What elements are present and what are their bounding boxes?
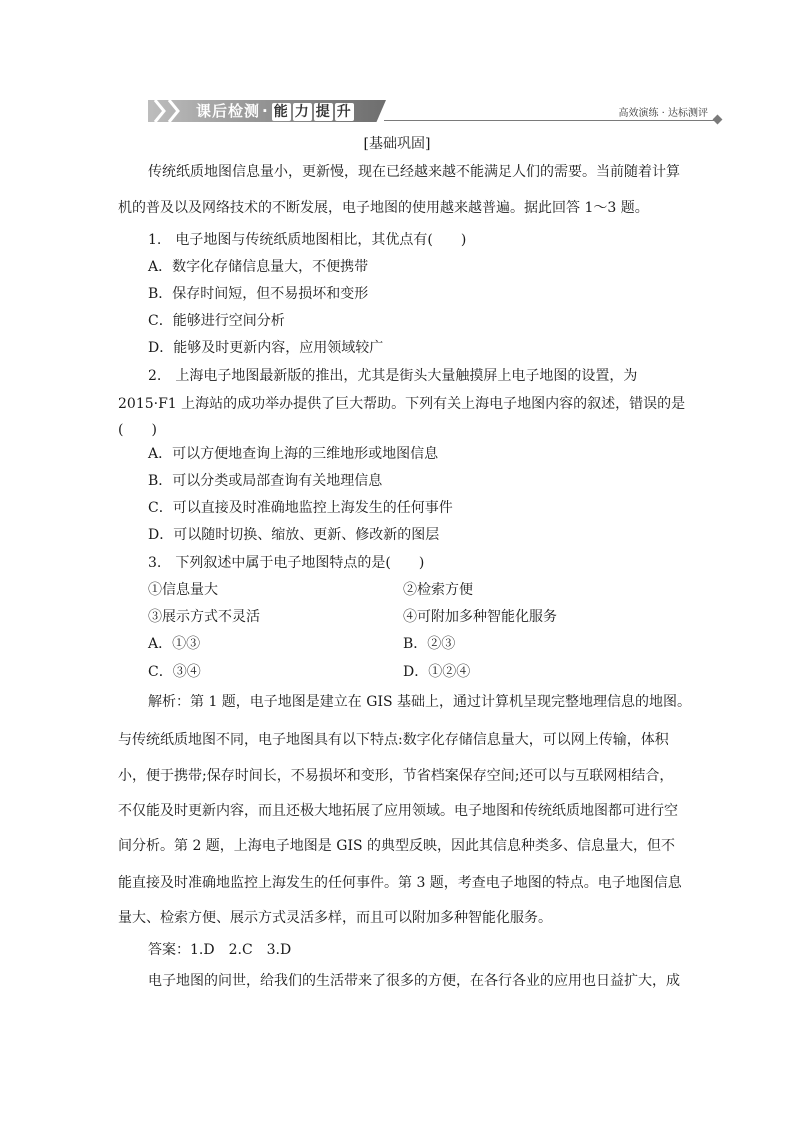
question-2-stem-line: ( ) xyxy=(118,422,157,438)
question-3-option: A．①③ xyxy=(148,636,201,652)
question-1-option: C．能够进行空间分析 xyxy=(148,313,285,329)
section-title: [基础巩固] xyxy=(363,136,431,152)
analysis-line: 与传统纸质地图不同，电子地图具有以下特点:数字化存储信息量大，可以网上传输，体积 xyxy=(118,732,669,748)
diamond-icon xyxy=(713,115,723,125)
next-paragraph-line: 电子地图的问世，给我们的生活带来了很多的方便，在各行各业的应用也日益扩大，成 xyxy=(148,973,680,989)
question-3-option: D．①②④ xyxy=(403,664,471,680)
question-1-option: B．保存时间短，但不易损坏和变形 xyxy=(148,286,369,302)
question-2-option: D．可以随时切换、缩放、更新、修改新的图层 xyxy=(148,527,440,543)
answer-line: 答案：1.D 2.C 3.D xyxy=(148,942,292,958)
banner-left-text: 课后检测 xyxy=(196,102,261,120)
question-2-stem-line: 2015·F1 上海站的成功举办提供了巨大帮助。下列有关上海电子地图内容的叙述，错误的是 xyxy=(118,396,686,412)
question-2-option: B．可以分类或局部查询有关地理信息 xyxy=(148,473,383,489)
analysis-line: 解析：第 1 题，电子地图是建立在 GIS 基础上，通过计算机呈现完整地理信息的地图。 xyxy=(148,694,692,710)
intro-line: 传统纸质地图信息量小，更新慢，现在已经越来越不能满足人们的需要。当前随着计算 xyxy=(148,164,680,180)
analysis-line: 量大、检索方便、展示方式灵活多样，而且可以附加多种智能化服务。 xyxy=(118,910,552,926)
question-3-item: ④可附加多种智能化服务 xyxy=(403,609,557,625)
question-1-option: D．能够及时更新内容，应用领域较广 xyxy=(148,340,384,356)
question-3-item: ①信息量大 xyxy=(148,582,218,598)
question-3-option: C．③④ xyxy=(148,664,201,680)
page-header xyxy=(148,98,722,124)
banner-boxed-char: 力 xyxy=(294,104,310,120)
analysis-line: 间分析。第 2 题，上海电子地图是 GIS 的典型反映，因此其信息种类多、信息量大，但不 xyxy=(118,838,676,854)
question-2-option: C．可以直接及时准确地监控上海发生的任何事件 xyxy=(148,500,453,516)
question-1-option: A．数字化存储信息量大，不便携带 xyxy=(148,259,369,275)
header-right-label: 高效演练 · 达标测评 xyxy=(618,108,708,119)
banner-separator: · xyxy=(262,102,269,120)
banner-boxed-char: 提 xyxy=(315,104,331,120)
header-rule xyxy=(384,120,718,121)
question-3-option: B．②③ xyxy=(403,636,456,652)
chevron-right-icon xyxy=(166,98,182,124)
question-3-stem: 3. 下列叙述中属于电子地图特点的是( ) xyxy=(148,555,425,571)
question-3-item: ③展示方式不灵活 xyxy=(148,609,260,625)
analysis-line: 能直接及时准确地监控上海发生的任何事件。第 3 题，考查电子地图的特点。电子地图信息 xyxy=(118,875,682,891)
intro-line: 机的普及以及网络技术的不断发展，电子地图的使用越来越普遍。据此回答 1～3 题。 xyxy=(118,200,649,216)
banner-title xyxy=(196,100,355,122)
banner-boxed-char: 能 xyxy=(273,104,289,120)
question-2-option: A．可以方便地查询上海的三维地形或地图信息 xyxy=(148,446,439,462)
analysis-line: 不仅能及时更新内容，而且还极大地拓展了应用领域。电子地图和传统纸质地图都可进行空 xyxy=(118,803,678,819)
question-2-stem-line: 2. 上海电子地图最新版的推出，尤其是街头大量触摸屏上电子地图的设置，为 xyxy=(148,368,638,384)
banner-boxed-char: 升 xyxy=(336,104,352,120)
analysis-line: 小，便于携带;保存时间长，不易损坏和变形，节省档案保存空间;还可以与互联网相结合， xyxy=(118,768,674,784)
question-1-stem: 1. 电子地图与传统纸质地图相比，其优点有( ) xyxy=(148,232,467,248)
question-3-item: ②检索方便 xyxy=(403,582,473,598)
